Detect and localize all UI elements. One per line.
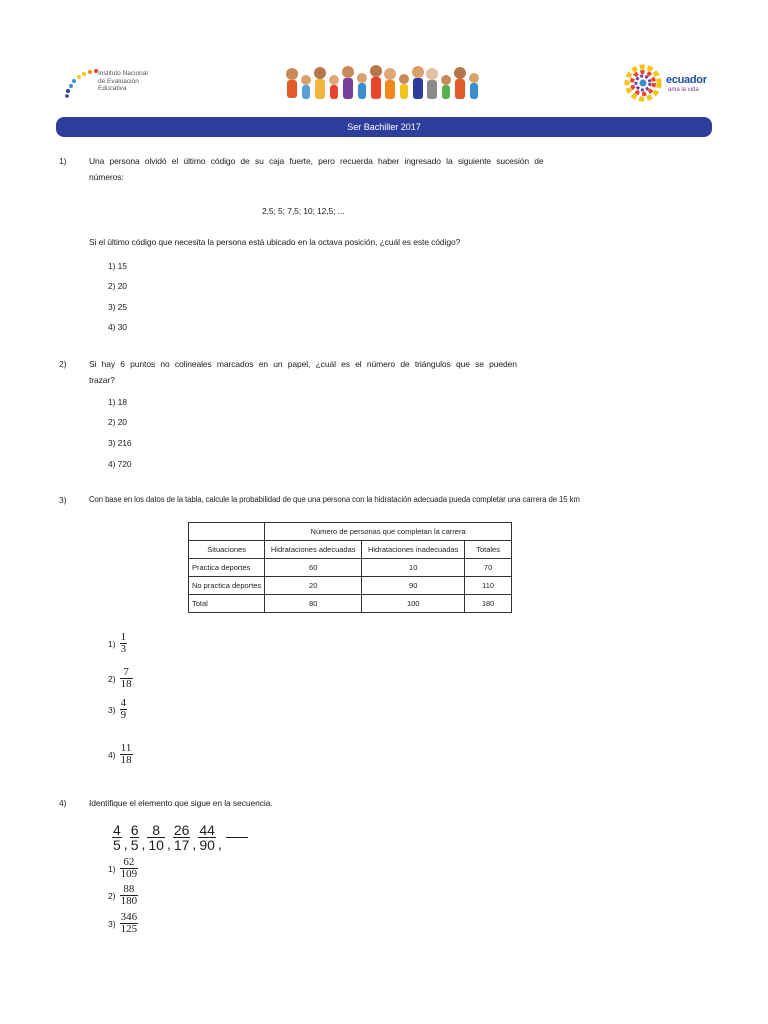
sequence-term <box>173 823 191 852</box>
fraction <box>120 632 128 655</box>
numerator: 4 <box>120 697 127 709</box>
denominator: 109 <box>120 868 138 880</box>
option-label: 3) <box>108 918 116 929</box>
table-cell: 110 <box>465 577 512 595</box>
q2-text-line-2: trazar? <box>89 375 115 385</box>
denominator: 18 <box>120 754 132 766</box>
separator: , <box>123 836 128 852</box>
denominator: 5 <box>113 836 121 853</box>
table-cell: 100 <box>362 595 465 613</box>
answer-blank <box>226 837 248 838</box>
table-cell: 90 <box>362 577 465 595</box>
q3-data-table <box>188 522 512 613</box>
table-cell: 80 <box>265 595 362 613</box>
q1-text-line-1: Una persona olvidó el último código de su caja fuerte, pero recuerda haber ingresado la siguiente sucesión de <box>89 156 544 166</box>
table-header: Totales <box>465 541 512 559</box>
q1-option-4[interactable]: 4) 30 <box>108 322 127 332</box>
denominator: 125 <box>120 923 138 935</box>
q3-text: Con base en los datos de la tabla, calcule la probabilidad de que una persona con la hidratación adecuada pueda completar una carrera de 15 km <box>89 495 580 504</box>
fraction <box>120 912 139 935</box>
q2-option-2[interactable]: 2) 20 <box>108 417 127 427</box>
numerator: 62 <box>123 856 135 868</box>
numerator: 6 <box>130 821 139 838</box>
sequence-term <box>130 823 140 852</box>
numerator: 7 <box>123 666 129 678</box>
q4-option-3[interactable] <box>108 912 138 935</box>
table-cell: No practica deportes <box>189 577 265 595</box>
numerator: 11 <box>120 742 132 754</box>
table-cell: 20 <box>265 577 362 595</box>
numerator: 4 <box>113 821 121 838</box>
numerator: 346 <box>120 911 138 923</box>
denominator: 3 <box>120 643 127 655</box>
q4-sequence <box>112 822 248 852</box>
fraction <box>120 743 133 766</box>
ineval-line-1: Instituto Nacional <box>98 70 148 77</box>
separator: , <box>166 836 171 852</box>
q3-option-4[interactable] <box>108 743 133 766</box>
numerator: 44 <box>199 821 215 838</box>
fraction <box>120 698 128 721</box>
q2-option-3[interactable]: 3) 216 <box>108 438 132 448</box>
fraction <box>120 667 133 690</box>
table-cell: 180 <box>465 595 512 613</box>
q1-question: Si el último código que necesita la persona está ubicado en la octava posición, ¿cuál es este código? <box>89 237 461 247</box>
denominator: 18 <box>120 678 132 690</box>
q2-option-4[interactable]: 4) 720 <box>108 459 132 469</box>
fraction <box>120 857 139 880</box>
ecuador-logo <box>622 62 722 106</box>
q3-option-3[interactable] <box>108 698 127 721</box>
denominator: 10 <box>148 836 164 853</box>
ineval-line-2: de Evaluación <box>98 77 139 85</box>
option-label: 2) <box>108 890 116 901</box>
separator: , <box>192 836 197 852</box>
ecuador-brand-text: ecuador <box>666 74 707 86</box>
table-cell: Total <box>189 595 265 613</box>
table-cell: 10 <box>362 559 465 577</box>
ecuador-flower-icon <box>622 62 664 104</box>
ineval-swirl-icon <box>62 66 102 100</box>
option-label: 3) <box>108 704 116 715</box>
q3-number: 3) <box>59 495 67 505</box>
q2-text-line-1: Si hay 6 puntos no colineales marcados en un papel, ¿cuál es el número de triángulos que se pueden <box>89 359 517 369</box>
table-header: Hidrataciones inadecuadas <box>362 541 465 559</box>
q3-option-1[interactable] <box>108 632 127 655</box>
table-cell: 60 <box>265 559 362 577</box>
table-cell: 70 <box>465 559 512 577</box>
separator: , <box>217 836 222 852</box>
option-label: 4) <box>108 749 116 760</box>
table-cell: Practica deportes <box>189 559 265 577</box>
numerator: 88 <box>123 883 135 895</box>
numerator: 26 <box>173 821 190 838</box>
q1-text-line-2: números: <box>89 172 124 182</box>
family-illustration <box>282 62 488 104</box>
sequence-term <box>198 823 216 852</box>
q1-option-2[interactable]: 2) 20 <box>108 281 127 291</box>
denominator: 180 <box>120 895 138 907</box>
sequence-term <box>112 823 122 852</box>
option-label: 1) <box>108 638 116 649</box>
fraction <box>120 884 139 907</box>
sequence-term <box>147 823 165 852</box>
numerator: 8 <box>152 821 161 838</box>
q2-option-1[interactable]: 1) 18 <box>108 397 127 407</box>
q4-number: 4) <box>59 798 67 808</box>
q1-number: 1) <box>59 156 67 166</box>
page-banner: Ser Bachiller 2017 <box>56 117 712 137</box>
option-label: 2) <box>108 673 116 684</box>
numerator: 1 <box>120 631 127 643</box>
q1-option-1[interactable]: 1) 15 <box>108 261 127 271</box>
denominator: 17 <box>173 836 190 853</box>
option-label: 1) <box>108 863 116 874</box>
q2-number: 2) <box>59 359 67 369</box>
table-row <box>189 595 512 613</box>
table-header-row <box>189 541 512 559</box>
q1-sequence: 2,5; 5; 7,5; 10; 12,5; ... <box>262 206 345 216</box>
ineval-logo <box>62 66 172 102</box>
denominator: 9 <box>120 709 127 721</box>
table-header: Situaciones <box>189 541 265 559</box>
q1-option-3[interactable]: 3) 25 <box>108 302 127 312</box>
q4-text: Identifique el elemento que sigue en la secuencia. <box>89 798 273 808</box>
q3-option-2[interactable] <box>108 667 133 690</box>
q4-option-2[interactable] <box>108 884 138 907</box>
ineval-line-3: Educativa <box>98 85 127 92</box>
table-header: Hidrataciones adecuadas <box>265 541 362 559</box>
ecuador-tagline: ama la vida <box>668 87 699 93</box>
table-row <box>189 577 512 595</box>
denominator: 90 <box>199 836 215 853</box>
denominator: 5 <box>130 836 139 853</box>
q4-option-1[interactable] <box>108 857 138 880</box>
separator: , <box>141 836 146 852</box>
people-illustration-icon <box>282 62 488 104</box>
table-row <box>189 559 512 577</box>
table-caption: Número de personas que completan la carrera <box>265 523 512 541</box>
